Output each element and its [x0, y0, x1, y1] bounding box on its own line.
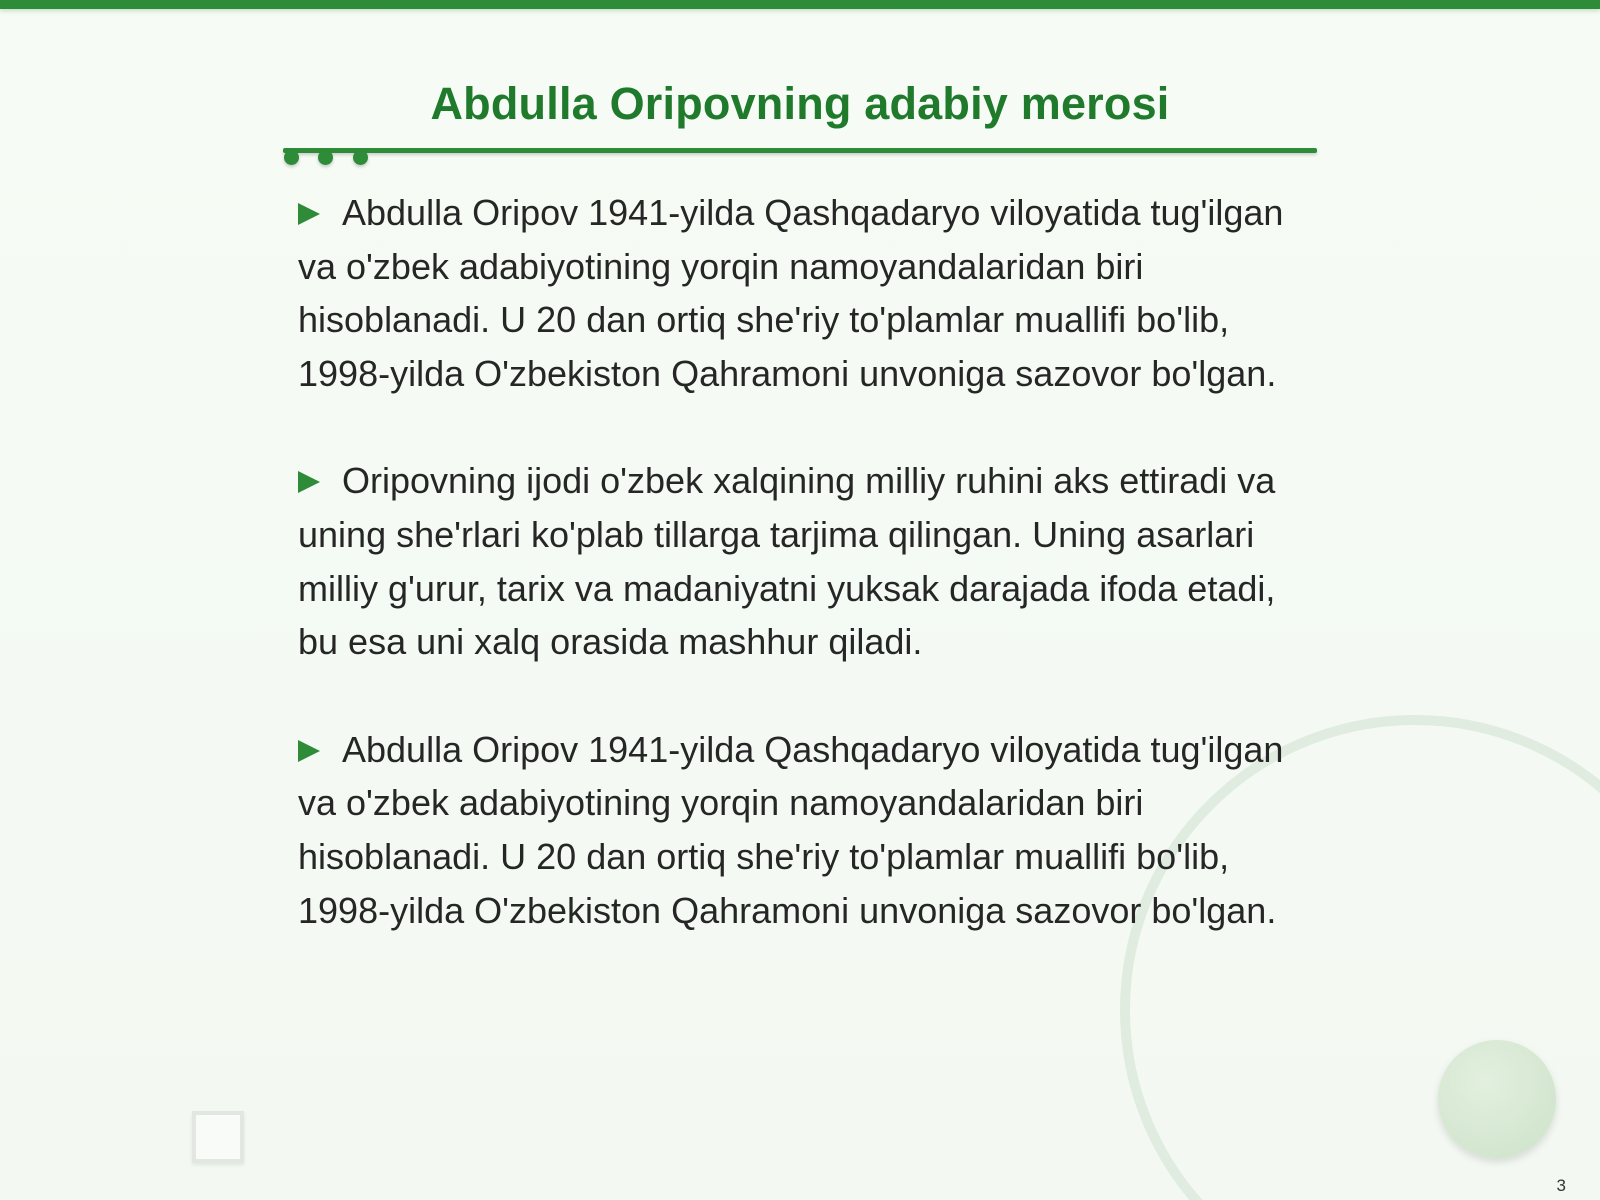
- page-number: 3: [1556, 1176, 1566, 1195]
- bullet-list: [298, 186, 1318, 991]
- top-accent-bar: [0, 0, 1600, 9]
- triangle-right-icon: [298, 203, 320, 225]
- bullet-paragraph: [298, 454, 1318, 668]
- decorative-square: [192, 1111, 244, 1163]
- triangle-right-icon: [298, 740, 320, 762]
- triangle-right-icon: [298, 471, 320, 493]
- decorative-dot: [284, 150, 299, 165]
- paragraph-text: Abdulla Oripov 1941-yilda Qashqadaryo viloyatida tug'ilgan va o'zbek adabiyotining yorqin namoyandalaridan biri hisoblanadi. U 20 dan ortiq she'riy to'plamlar muallifi bo'lib, 1998-yilda O'zbekiston Qahramoni unvoniga sazovor bo'lgan.: [298, 192, 1284, 394]
- decorative-dot: [318, 150, 333, 165]
- decorative-dot: [353, 150, 368, 165]
- paragraph-text: Oripovning ijodi o'zbek xalqining milliy ruhini aks ettiradi va uning she'rlari ko'plab tillarga tarjima qilingan. Uning asarlari milliy g'urur, tarix va madaniyatni yuksak darajada ifoda etadi, bu esa uni xalq orasida mashhur qiladi.: [298, 460, 1276, 663]
- slide-title: Abdulla Oripovning adabiy merosi: [430, 78, 1170, 129]
- paragraph-text: Abdulla Oripov 1941-yilda Qashqadaryo viloyatida tug'ilgan va o'zbek adabiyotining yorqin namoyandalaridan biri hisoblanadi. U 20 dan ortiq she'riy to'plamlar muallifi bo'lib, 1998-yilda O'zbekiston Qahramoni unvoniga sazovor bo'lgan.: [298, 728, 1284, 931]
- title-underline: [283, 148, 1317, 153]
- bullet-paragraph: [298, 723, 1318, 937]
- bullet-paragraph: [298, 186, 1318, 400]
- decorative-circle: [1438, 1040, 1556, 1158]
